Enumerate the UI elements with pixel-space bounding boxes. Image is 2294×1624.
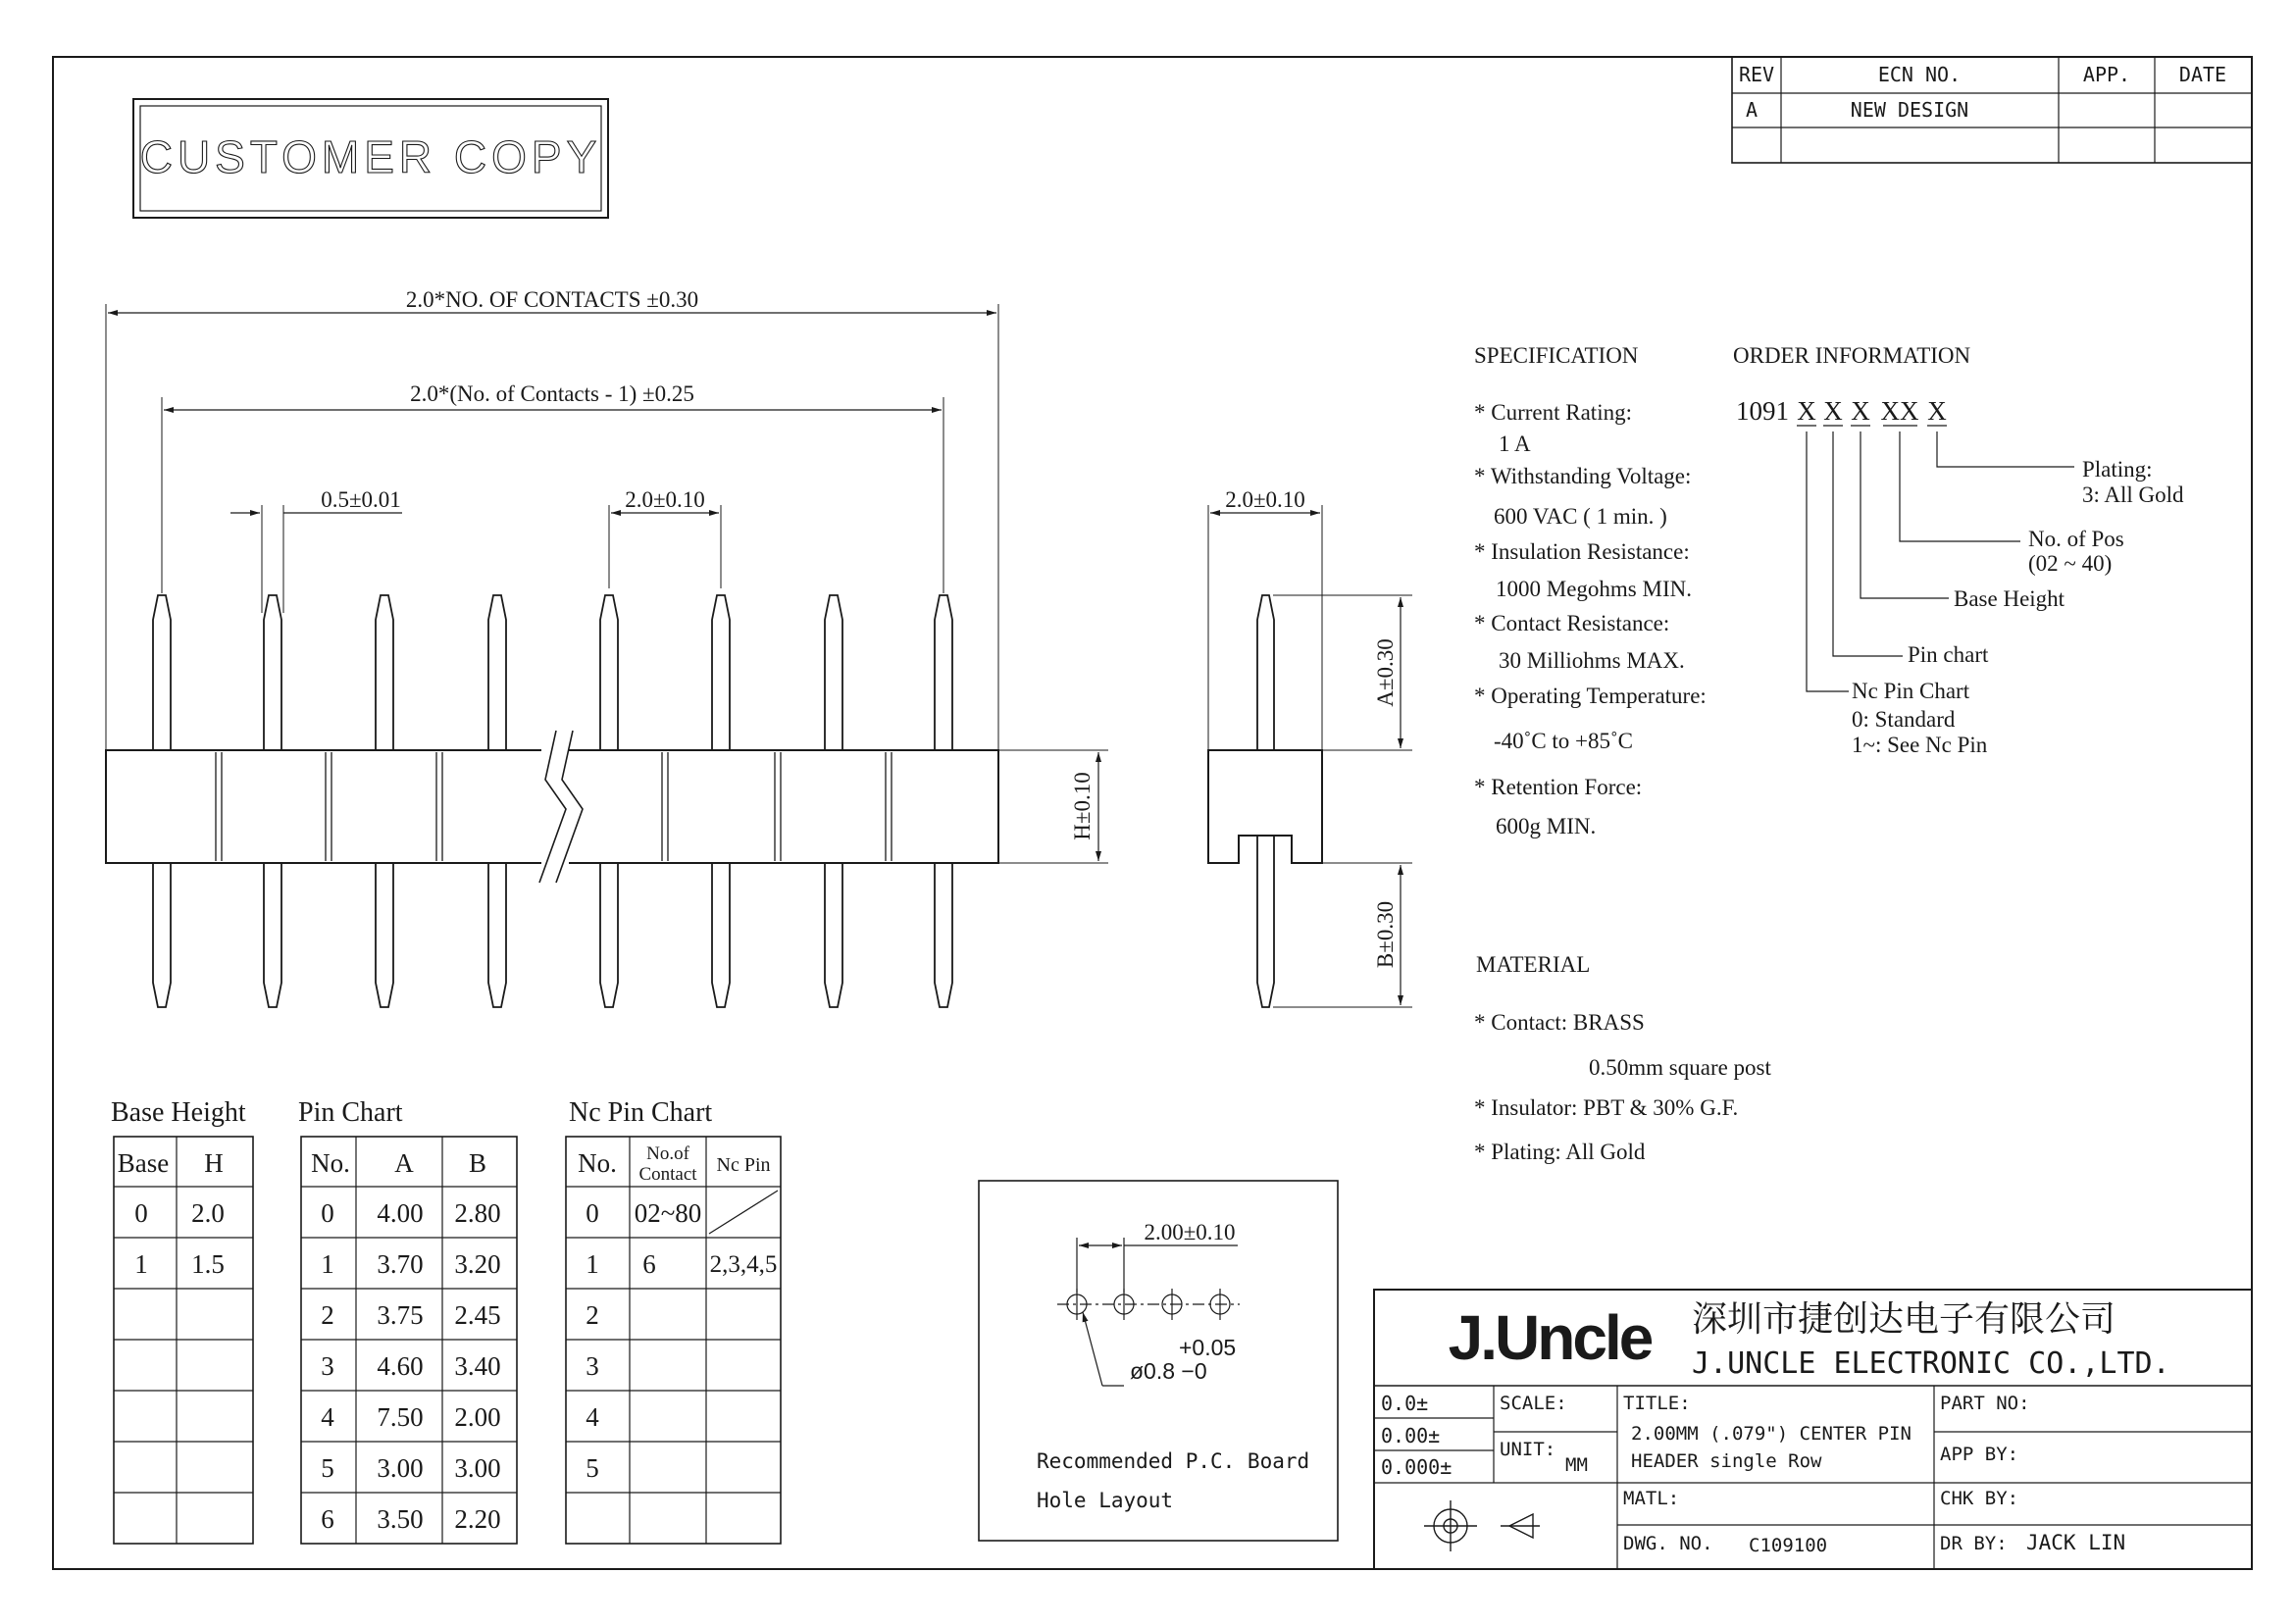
base-height-row1-h: 1.5 [191,1249,225,1279]
date-header: DATE [2178,63,2227,86]
nc-pin-chart-label: Nc Pin Chart [1852,679,1970,703]
side-width-dimension: 2.0±0.10 [1225,487,1305,512]
company-name-en: J.UNCLE ELECTRONIC CO.,LTD. [1692,1346,2170,1381]
pin-width-dimension: 0.5±0.01 [321,487,401,512]
material-insulator: * Insulator: PBT & 30% G.F. [1474,1095,1739,1120]
plating-label: Plating: [2082,457,2153,482]
third-angle-projection-icon [1424,1500,1540,1551]
no-of-pos-label: No. of Pos [2028,527,2124,551]
nc-chart-row0-contacts: 02~80 [634,1198,702,1228]
pin-chart-row1-a: 3.70 [377,1249,424,1279]
pitch-dimension: 2.0±0.10 [625,487,705,512]
nc-chart-header-contact: Contact [638,1164,697,1185]
pin-chart-row3-a: 4.60 [377,1351,424,1381]
rev-header: REV [1738,63,1775,86]
company-logo: J.Uncle [1448,1302,1652,1373]
pin-chart-row5-b: 3.00 [454,1453,501,1483]
base-height-table [111,1097,253,1544]
customer-copy-stamp [133,99,608,218]
side-pin-bottom [1257,836,1274,1007]
base-height-row0-base: 0 [134,1198,148,1228]
pin-span-dimension: 2.0*(No. of Contacts - 1) ±0.25 [410,381,694,406]
base-height-header-base: Base [117,1148,170,1178]
base-height-row1-base: 1 [134,1249,148,1279]
specification-heading: SPECIFICATION [1474,343,1639,368]
pin-chart-row3-b: 3.40 [454,1351,501,1381]
pin-top-8 [935,595,952,750]
drawing-border [53,57,2252,1569]
rev-value: A [1745,98,1759,122]
unit-label: UNIT: [1500,1439,1556,1460]
pcb-hole-tolerance-plus: +0.05 [1179,1335,1237,1360]
tolerance-two-decimal: 0.00± [1381,1424,1441,1447]
pin-chart-table-title: Pin Chart [298,1097,403,1128]
pin-chart-row5-no: 5 [321,1453,334,1483]
pin-top-2 [264,595,281,750]
pin-bottom-5 [600,863,618,1007]
tolerance-three-decimal: 0.000± [1381,1455,1453,1479]
pin-top-4 [488,595,506,750]
pin-chart-header-b: B [468,1148,487,1178]
dwg-no-value: C109100 [1749,1535,1828,1556]
nc-pin-chart-table-title: Nc Pin Chart [569,1097,713,1128]
order-code-pin-chart: X [1823,396,1843,426]
pcb-hole-diameter: ø0.8 −0 [1130,1358,1207,1384]
pin-top-6 [712,595,730,750]
order-information-section [1733,343,2184,757]
pin-chart-header-no: No. [311,1148,350,1178]
dwg-no-label: DWG. NO. [1623,1533,1713,1554]
spec-temperature-value: -40˚C to +85˚C [1494,729,1634,753]
pin-top-1 [153,595,171,750]
pin-chart-row0-a: 4.00 [377,1198,424,1228]
nc-chart-row1-no: 1 [586,1249,599,1279]
pin-top-3 [376,595,393,750]
title-label: TITLE: [1623,1393,1691,1414]
pin-chart-row2-a: 3.75 [377,1300,424,1330]
order-code-plating: X [1927,396,1947,426]
tolerance-one-decimal: 0.0± [1381,1392,1429,1415]
order-code-prefix: 1091 [1736,396,1789,426]
nc-chart-row0-no: 0 [586,1198,599,1228]
pin-chart-row4-a: 7.50 [377,1402,424,1432]
dr-by-value: JACK LIN [2026,1531,2126,1554]
pin-bottom-1 [153,863,171,1007]
nc-option-standard: 0: Standard [1852,707,1956,732]
spec-current-value: 1 A [1499,431,1531,456]
pcb-hole-layout [979,1181,1338,1541]
spec-contact-label: * Contact Resistance: [1474,611,1670,635]
part-no-label: PART NO: [1940,1393,2030,1414]
base-height-table-title: Base Height [111,1097,246,1128]
drawing-title-line2: HEADER single Row [1631,1450,1822,1472]
app-by-label: APP BY: [1940,1444,2019,1465]
nc-option-see-nc-pin: 1~: See Nc Pin [1852,733,1988,757]
pin-chart-row1-no: 1 [321,1249,334,1279]
order-code-nc-pin: X [1797,396,1816,426]
pin-chart-row6-no: 6 [321,1504,334,1534]
base-height-row0-h: 2.0 [191,1198,225,1228]
unit-value: MM [1565,1454,1588,1476]
nc-chart-header-nc-pin: Nc Pin [716,1154,771,1176]
base-height-label: Base Height [1954,586,2065,611]
material-contact: * Contact: BRASS [1474,1010,1645,1035]
spec-voltage-value: 600 VAC ( 1 min. ) [1494,504,1667,529]
body-height-dimension: H±0.10 [1070,772,1095,840]
header-side-view [1208,487,1412,1007]
nc-chart-row4-no: 4 [586,1402,599,1432]
pin-chart-table [298,1097,517,1544]
pin-chart-row5-a: 3.00 [377,1453,424,1483]
pin-bottom-4 [488,863,506,1007]
side-insulator-body [1208,750,1322,863]
pin-chart-row4-no: 4 [321,1402,334,1432]
material-heading: MATERIAL [1476,952,1591,977]
nc-chart-header-no: No. [578,1148,617,1178]
pin-chart-row0-no: 0 [321,1198,334,1228]
dr-by-label: DR BY: [1940,1533,2008,1554]
spec-insulation-label: * Insulation Resistance: [1474,539,1690,564]
scale-label: SCALE: [1500,1393,1567,1414]
pin-chart-row6-b: 2.20 [454,1504,501,1534]
pin-bottom-6 [712,863,730,1007]
overall-length-dimension: 2.0*NO. OF CONTACTS ±0.30 [405,287,699,312]
pin-top-7 [825,595,842,750]
title-block [1374,1290,2252,1569]
pin-top-5 [600,595,618,750]
pin-b-dimension: B±0.30 [1373,900,1398,969]
spec-current-label: * Current Rating: [1474,400,1632,425]
pin-bottom-7 [825,863,842,1007]
pin-chart-row2-b: 2.45 [454,1300,501,1330]
spec-insulation-value: 1000 Megohms MIN. [1496,577,1692,601]
stamp-text: CUSTOMER COPY [139,131,602,182]
pin-chart-row1-b: 3.20 [454,1249,501,1279]
nc-chart-row5-no: 5 [586,1453,599,1483]
pin-a-dimension: A±0.30 [1373,638,1398,707]
company-name-cn: 深圳市捷创达电子有限公司 [1692,1299,2116,1339]
revision-block [1732,57,2252,163]
nc-pin-chart-table [566,1097,781,1544]
matl-label: MATL: [1623,1488,1680,1509]
material-section [1474,952,1772,1164]
no-of-pos-range: (02 ~ 40) [2028,551,2113,576]
spec-retention-value: 600g MIN. [1496,814,1597,838]
nc-chart-header-no-of: No.of [646,1143,689,1164]
pin-chart-row6-a: 3.50 [377,1504,424,1534]
pin-bottom-3 [376,863,393,1007]
base-height-header-h: H [204,1148,224,1178]
pin-bottom-2 [264,863,281,1007]
order-info-heading: ORDER INFORMATION [1733,343,1971,368]
drawing-title-line1: 2.00MM (.079") CENTER PIN [1631,1423,1912,1445]
app-header: APP. [2082,63,2131,86]
plating-value: 3: All Gold [2082,482,2184,507]
chk-by-label: CHK BY: [1940,1488,2019,1509]
pin-chart-row3-no: 3 [321,1351,334,1381]
specification-section [1474,343,1707,838]
pin-chart-row2-no: 2 [321,1300,334,1330]
pin-chart-header-a: A [394,1148,414,1178]
header-front-view [106,287,1108,1007]
pcb-pitch-dimension: 2.00±0.10 [1144,1220,1236,1244]
spec-contact-value: 30 Milliohms MAX. [1499,648,1685,673]
side-pin-top [1257,595,1274,750]
order-code-positions: XX [1880,396,1919,426]
ecn-value: NEW DESIGN [1850,98,1969,122]
order-code-base-height: X [1851,396,1870,426]
spec-retention-label: * Retention Force: [1474,775,1643,799]
nc-chart-row1-nc-pin: 2,3,4,5 [709,1251,778,1278]
pcb-caption-line2: Hole Layout [1037,1489,1174,1512]
pin-chart-row0-b: 2.80 [454,1198,501,1228]
spec-voltage-label: * Withstanding Voltage: [1474,464,1692,488]
material-plating: * Plating: All Gold [1474,1140,1646,1164]
nc-chart-row1-contacts: 6 [642,1249,656,1279]
pcb-caption-line1: Recommended P.C. Board [1037,1449,1310,1473]
material-contact-detail: 0.50mm square post [1589,1055,1771,1080]
spec-temperature-label: * Operating Temperature: [1474,684,1707,708]
pin-chart-label: Pin chart [1908,642,1989,667]
ecn-header: ECN NO. [1877,63,1962,86]
nc-chart-row2-no: 2 [586,1300,599,1330]
pin-chart-row4-b: 2.00 [454,1402,501,1432]
nc-chart-row3-no: 3 [586,1351,599,1381]
pin-bottom-8 [935,863,952,1007]
